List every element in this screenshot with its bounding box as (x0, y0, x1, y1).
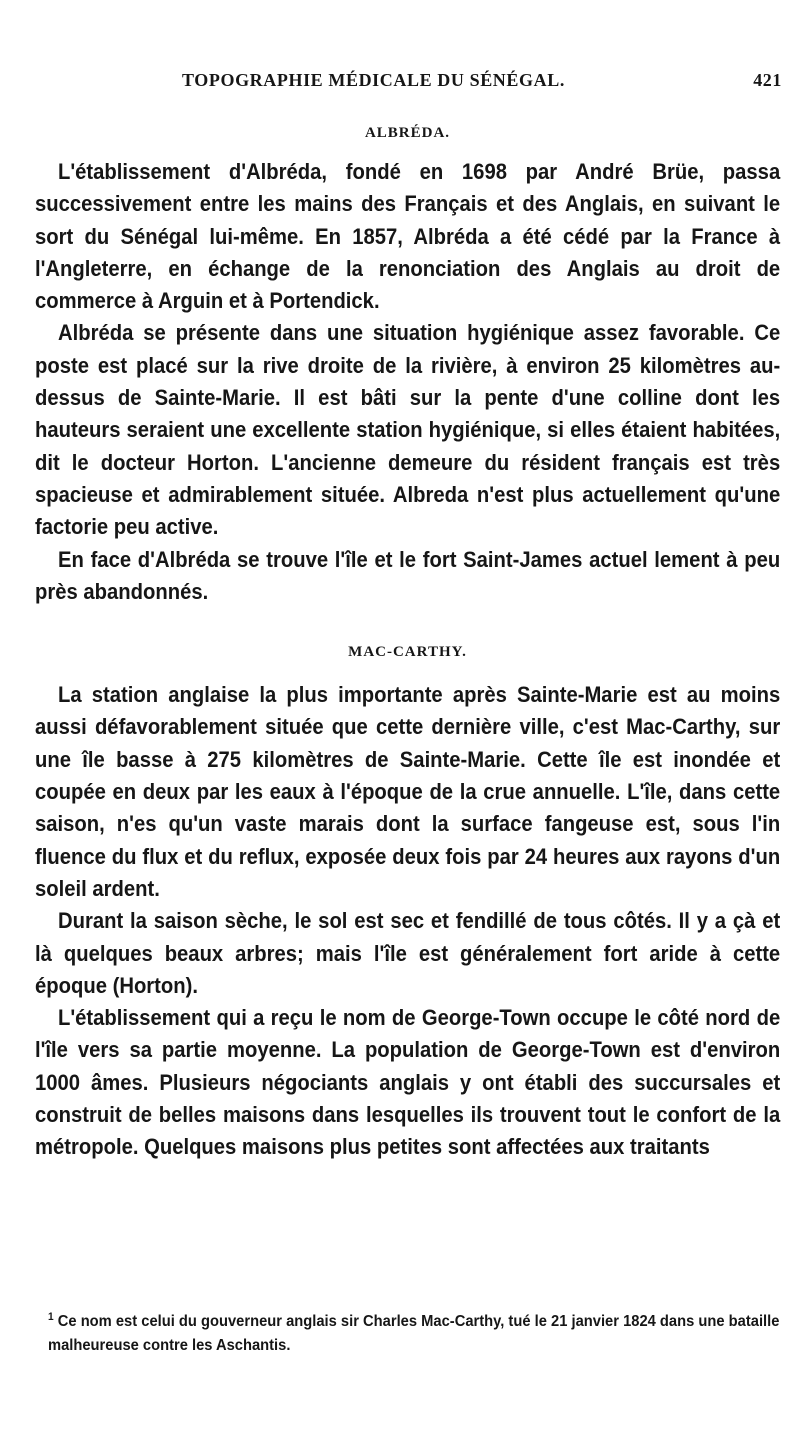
paragraph: L'établissement qui a reçu le nom de George-Town occupe le côté nord de l'île vers sa partie moyenne. La population de George-Town est d'environ 1000 âmes. Plusieurs négociants anglais y ont établi des succursales et construit de belles maisons dans lesquelles ils trouvent tout le confort de la métropole. Quelques maisons plus petites sont affectées aux traitants (35, 1005, 781, 1160)
footnote-text: Ce nom est celui du gouverneur anglais sir Charles Mac-Carthy, tué le 21 janvier 1824 dans une bataille malheureuse contre les Aschantis. (48, 1313, 780, 1354)
footnote-marker: 1 (48, 1311, 54, 1323)
page-body (35, 125, 780, 1164)
section-albreda (35, 156, 780, 608)
paragraph: La station anglaise la plus importante après Sainte-Marie est au moins aussi défavorablement située que cette dernière ville, c'est Mac-Carthy, sur une île basse à 275 kilomètres de Sainte-Marie. Cette île est inondée et coupée en deux par les eaux à l'époque de la crue annuelle. L'île, dans cette saison, n'es qu'un vaste marais dont la surface fangeuse est, sous l'in fluence du flux et du reflux, exposée deux fois par 24 heures aux rayons d'un soleil ardent. (35, 682, 781, 901)
running-title: TOPOGRAPHIE MÉDICALE DU SÉNÉGAL. (182, 70, 565, 90)
paragraph: Durant la saison sèche, le sol est sec et fendillé de tous côtés. Il y a çà et là quelques beaux arbres; mais l'île est généralement fort aride à cette époque (Horton). (35, 908, 781, 998)
section-heading-albreda: ALBRÉDA. (364, 125, 451, 141)
page-number: 421 (753, 70, 782, 90)
paragraph: En face d'Albréda se trouve l'île et le fort Saint-James actuel lement à peu près abandonnés. (35, 546, 781, 604)
section-mac-carthy (35, 679, 780, 1163)
paragraph: Albréda se présente dans une situation hygiénique assez favorable. Ce poste est placé sur la rive droite de la rivière, à environ 25 kilomètres au-dessus de Sainte-Marie. Il est bâti sur la pente d'une colline dont les hauteurs seraient une excellente station hygiénique, si elles étaient habitées, dit le docteur Horton. L'ancienne demeure du résident français est très spacieuse et admirablement située. Albreda n'est plus actuellement qu'une factorie peu active. (35, 320, 781, 540)
paragraph: L'établissement d'Albréda, fondé en 1698 par André Brüe, passa successivement entre les mains des Français et des Anglais, en suivant le sort du Sénégal lui-même. En 1857, Albréda a été cédé par la France à l'Angleterre, en échange de la renonciation des Anglais au droit de commerce à Arguin et à Portendick. (35, 159, 781, 314)
footnote (48, 1305, 779, 1358)
section-heading-mac-carthy: MAC-CARTHY. (348, 644, 467, 661)
